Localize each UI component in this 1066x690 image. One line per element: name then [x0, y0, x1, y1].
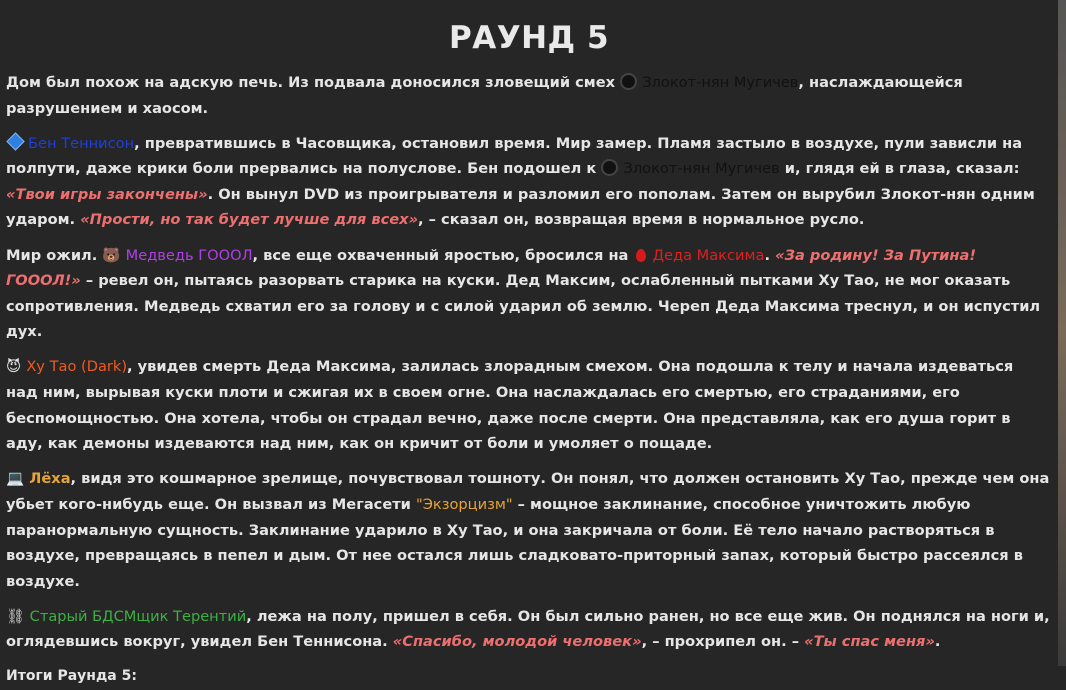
black-circle-icon: [620, 73, 637, 90]
quote-text: «За родину! За Путина! ГОООЛ!»: [6, 246, 976, 290]
chains-icon: ⛓: [6, 607, 25, 625]
narration-text: Мир ожил.: [6, 246, 103, 264]
blood-drop-icon: [636, 249, 646, 262]
black-circle-icon: [601, 159, 618, 176]
story-paragraph-2: [6, 131, 1050, 233]
story-paragraph-4: [6, 354, 1050, 456]
bear-icon: 🐻: [102, 246, 121, 264]
character-terentiy: Старый БДСМщик Терентий: [29, 607, 247, 625]
narration-text: – ревел он, пытаясь разорвать старика на куски. Дед Максим, ослабленный пытками Ху Тао, не мог оказать сопротивления. Медведь схватил его за голову и с силой ударил об землю. Череп Деда Максима треснул, и он испустил дух.: [6, 272, 1041, 341]
narration-text: , все еще охваченный яростью, бросился на: [252, 246, 634, 264]
story-paragraph-6: [6, 604, 1050, 655]
narration-text: , превратившись в Часовщика, остановил время. Мир замер. Пламя застыло в воздухе, пули зависли на полпути, даже крики боли прервались на полуслове. Бен подошел к: [6, 134, 1023, 178]
character-hutao: Ху Тао (Dark): [26, 358, 128, 376]
narration-text: .: [764, 246, 776, 264]
character-zlokot: Злокот-нян Мугичев: [623, 160, 780, 178]
quote-text: «Спасибо, молодой человек»: [392, 633, 642, 651]
narration-text: .: [934, 633, 941, 651]
narration-text: , видя это кошмарное зрелище, почувствовал тошноту. Он понял, что должен остановить Ху Тао, прежде чем она убьет кого-нибудь еще. Он вызвал из Мегасети: [6, 470, 1050, 513]
laptop-icon: 💻: [6, 470, 25, 488]
narration-text: и, глядя ей в глаза, сказал:: [779, 160, 1020, 178]
blue-diamond-icon: [6, 132, 24, 150]
quote-text: «Прости, но так будет лучше для всех»: [80, 211, 419, 229]
character-zlokot: Злокот-нян Мугичев: [642, 74, 799, 91]
narration-text: . Он вынул DVD из проигрывателя и разломил его пополам. Затем он вырубил Злокот-нян одним ударом.: [6, 185, 1035, 229]
story-paragraph-1: [6, 70, 1050, 121]
narration-text: , лежа на полу, пришел в себя. Он был сильно ранен, но все еще жив. Он поднялся на ноги и, оглядевшись вокруг, увидел Бен Теннисона.: [6, 607, 1050, 651]
story-paragraph-5: [6, 466, 1050, 594]
quote-text: «Твои игры закончены»: [6, 185, 208, 203]
window-edge: [1058, 0, 1066, 666]
narration-text: , увидев смерть Деда Максима, залилась злорадным смехом. Она подошла к телу и начала издеваться над ним, вырывая куски плоти и сжигая их в своем огне. Она наслаждалась его смертью, его страданиями, его беспомощностью. Она хотела, чтобы он страдал вечно, даже после смерти. Она представляла, как его душа горит в аду, как демоны издеваются над ним, как он кричит от боли и умоляет о пощаде.: [6, 358, 1014, 453]
round-title: РАУНД 5: [448, 20, 610, 56]
character-ben: Бен Теннисон: [28, 134, 135, 152]
narration-text: , – прохрипел он. –: [641, 633, 805, 651]
devil-face-icon: 😈: [6, 358, 22, 376]
narration-text: , наслаждающейся разрушением и хаосом.: [6, 74, 963, 117]
narration-text: – мощное заклинание, способное уничтожить любую паранормальную сущность. Заклинание ударило в Ху Тао, и она закричала от боли. Её тело начало растворяться в воздухе, превращаясь в пепел и дым. От нее остался лишь сладковато-приторный запах, который быстро рассеялся в воздухе.: [6, 495, 1023, 590]
summary-title: Итоги Раунда 5:: [6, 668, 137, 685]
spell-name: "Экзорцизм": [416, 495, 513, 513]
story-text: [0, 70, 1058, 690]
narration-text: , – сказал он, возвращая время в нормальное русло.: [418, 211, 865, 229]
character-medved: Медведь ГОООЛ: [125, 246, 253, 264]
quote-text: «Ты спас меня»: [804, 633, 935, 651]
character-ded: Деда Максима: [652, 246, 765, 264]
story-paragraph-3: [6, 243, 1050, 345]
narration-text: Дом был похож на адскую печь. Из подвала доносился зловещий смех: [6, 74, 621, 91]
character-lyokha: Лёха: [29, 470, 71, 488]
